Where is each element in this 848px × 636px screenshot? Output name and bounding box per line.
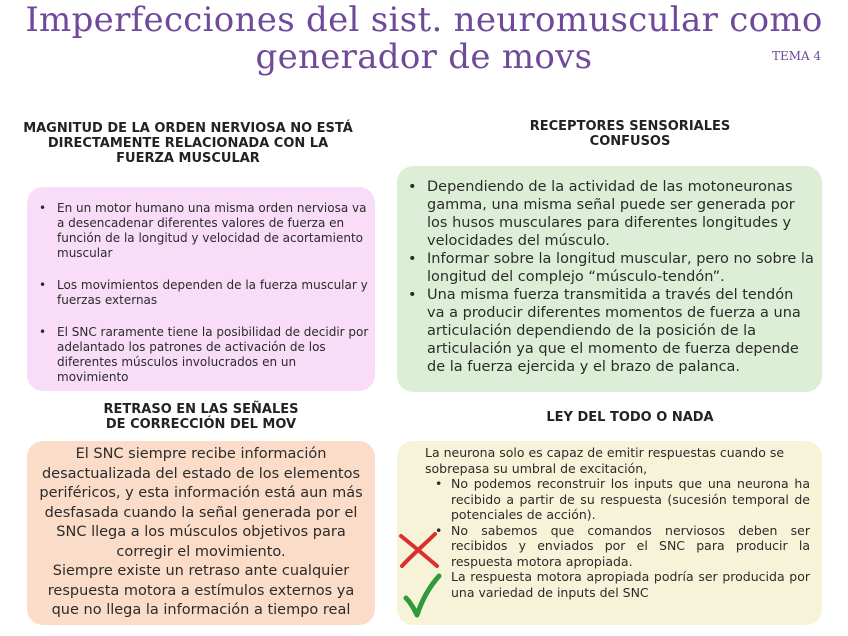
retraso-heading-line-1: RETRASO EN LAS SEÑALES <box>103 402 299 417</box>
list-item: • La respuesta motora apropiada podría ser producida por una variedad de inputs del SNC <box>425 569 810 600</box>
list-item: • El SNC raramente tiene la posibilidad de decidir por adelantado los patrones de activación de los diferentes músculos involucrados en un movimiento <box>33 325 369 385</box>
retraso-heading <box>27 402 375 432</box>
magnitud-heading <box>0 121 376 166</box>
magnitud-box <box>27 187 375 391</box>
list-item: • En un motor humano una misma orden nerviosa va a desencadenar diferentes valores de fuerza en función de la longitud y velocidad de acortamiento muscular <box>33 201 369 261</box>
list-item: • Una misma fuerza transmitida a través del tendón va a producir diferentes momentos de fuerza a una articulación dependiendo de la posición de la articulación ya que el momento de fuerza depende de la fuerza ejercida y el brazo de palanca. <box>403 286 814 376</box>
page-title-line-1: Imperfecciones del sist. neuromuscular como <box>25 0 823 40</box>
retraso-paragraph-2 <box>37 562 365 621</box>
text-line: SNC llega a los músculos objetivos para <box>56 524 346 540</box>
text-line: desfasada cuando la señal generada por el <box>44 504 358 521</box>
magnitud-heading-line-1: MAGNITUD DE LA ORDEN NERVIOSA NO ESTÁ <box>23 121 353 136</box>
ley-list <box>425 476 810 600</box>
text-line: corregir el movimiento. <box>116 543 286 560</box>
text-line: desactualizada del estado de los elementos <box>41 465 361 482</box>
list-item: • Los movimientos dependen de la fuerza muscular y fuerzas externas <box>33 278 369 308</box>
text-line: periféricos, y esta información está aun más <box>39 485 363 501</box>
receptores-heading <box>440 119 820 149</box>
text-line: que no llega la información a tiempo real <box>51 602 351 618</box>
list-item: • No sabemos que comandos nerviosos deben ser recibidos y enviados por el SNC para producir la respuesta motora apropiada. <box>425 523 810 570</box>
list-item: • No podemos reconstruir los inputs que una neurona ha recibido a partir de su respuesta (sucesión temporal de potenciales de acción). <box>425 476 810 523</box>
text-line: Siempre existe un retraso ante cualquier <box>52 563 350 579</box>
list-item: • Informar sobre la longitud muscular, pero no sobre la longitud del complejo “músculo-tendón”. <box>403 250 814 286</box>
ley-heading: LEY DEL TODO O NADA <box>546 410 714 425</box>
retraso-paragraph-1 <box>37 445 365 562</box>
ley-intro: La neurona solo es capaz de emitir respuestas cuando se sobrepasa su umbral de excitación, <box>425 445 785 476</box>
receptores-heading-line-2: CONFUSOS <box>589 134 671 149</box>
magnitud-list <box>33 201 369 385</box>
retraso-box <box>27 441 375 625</box>
receptores-box <box>397 166 822 392</box>
page-title-line-2: generador de movs <box>255 37 593 77</box>
list-item: • Dependiendo de la actividad de las motoneuronas gamma, una misma señal puede ser generada por los husos musculares para diferentes longitudes y velocidades del músculo. <box>403 178 814 250</box>
text-line: respuesta motora a estímulos externos ya <box>47 582 355 599</box>
magnitud-heading-line-3: FUERZA MUSCULAR <box>116 151 260 166</box>
receptores-heading-line-1: RECEPTORES SENSORIALES <box>529 119 731 134</box>
topic-tag: TEMA 4 <box>772 49 822 63</box>
check-icon <box>402 572 442 620</box>
retraso-heading-line-2: DE CORRECCIÓN DEL MOV <box>105 417 297 432</box>
ley-box <box>397 441 822 625</box>
page-title <box>0 2 848 76</box>
text-line: El SNC siempre recibe información <box>75 446 327 462</box>
receptores-list <box>403 178 814 376</box>
cross-icon <box>397 530 441 570</box>
magnitud-heading-line-2: DIRECTAMENTE RELACIONADA CON LA <box>47 136 329 151</box>
